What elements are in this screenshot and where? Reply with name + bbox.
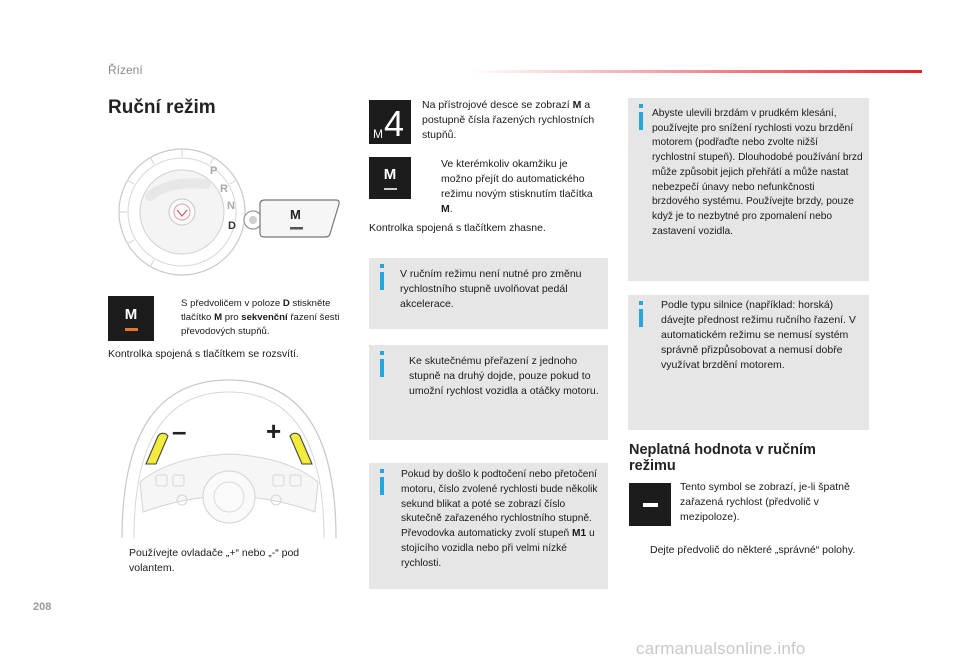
dash-icon <box>643 503 658 507</box>
display-description: Na přístrojové desce se zobrazí M a postupně čísla řazených rychlostních stupňů. <box>422 99 595 141</box>
paddle-minus[interactable] <box>146 433 168 464</box>
info-icon <box>639 104 643 108</box>
step-return-auto: Ve kterémkoliv okamžiku je možno přejít do automatického režimu novým stisknutím tlačítka M. <box>441 158 593 215</box>
m-indicator-lit <box>108 296 154 341</box>
step-correct-position: Dejte předvolič do některé „správné“ polohy. <box>650 544 856 556</box>
paddle-plus-label: + <box>266 416 282 446</box>
steering-wheel-illustration <box>110 372 348 538</box>
step-use-paddles: Používejte ovladače „+“ nebo „-“ pod volantem. <box>129 547 300 574</box>
display-icon-m: M <box>373 127 383 141</box>
m-indicator-letter: M <box>124 306 138 324</box>
section-header: Řízení <box>108 63 143 77</box>
info-icon <box>380 351 384 355</box>
page-number: 208 <box>33 601 52 613</box>
m-button-label: M <box>290 207 301 222</box>
info-icon-bar <box>380 359 384 377</box>
selector-label-n: N <box>227 200 235 212</box>
selector-label-r: R <box>220 183 228 195</box>
invalid-value-heading: Neplatná hodnota v ručním režimu <box>629 442 816 474</box>
selector-label-d: D <box>228 220 236 232</box>
info-icon <box>380 469 384 473</box>
paddle-minus-label: – <box>172 416 187 446</box>
m-button[interactable] <box>260 200 339 237</box>
selector-label-p: P <box>210 165 218 177</box>
step-select-m: S předvoličem v poloze D stiskněte tlačítko M pro sekvenční řazení šesti převodových stupňů. <box>181 298 340 337</box>
paddle-plus[interactable] <box>290 433 312 464</box>
invalid-value-description: Tento symbol se zobrazí, je-li špatně zařazená rychlost (předvolič v mezipoloze). <box>680 481 850 523</box>
info-box-accelerator <box>369 258 608 329</box>
instrument-display-m4-icon <box>369 100 411 144</box>
info-icon-bar <box>639 309 643 327</box>
info-icon <box>639 301 643 305</box>
info-icon-bar <box>380 272 384 290</box>
info-text: Podle typu silnice (například: horská) dávejte přednost režimu ručního řazení. V automatickém režimu se nemusí systém správně přizpůsobovat a nemusí dobře využívat brzdění motorem. <box>661 299 856 371</box>
indicator-bar-orange <box>125 328 138 331</box>
m-indicator-off <box>369 157 411 199</box>
page-title: Ruční režim <box>108 97 216 118</box>
info-icon <box>380 264 384 268</box>
info-icon-bar <box>380 477 384 495</box>
caption-indicator-off: Kontrolka spojená s tlačítkem zhasne. <box>369 222 546 234</box>
info-box-over-under-rev <box>369 463 608 589</box>
header-divider <box>470 70 922 73</box>
info-box-engine-braking <box>628 98 869 281</box>
info-text: Ke skutečnému přeřazení z jednoho stupně na druhý dojde, pouze pokud to umožní rychlost vozidla a otáčky motoru. <box>409 355 599 397</box>
display-icon-digit: 4 <box>384 103 405 144</box>
info-text: V ručním režimu není nutné pro změnu rychlostního stupně uvolňovat pedál akcelerace. <box>400 268 582 310</box>
info-box-mountain-road <box>628 295 869 430</box>
m-indicator-letter: M <box>383 165 397 183</box>
watermark: carmanualsonline.info <box>636 639 806 658</box>
info-box-shift-condition <box>369 345 608 440</box>
info-icon-bar <box>639 112 643 130</box>
indicator-bar-grey <box>384 188 397 191</box>
info-text: Pokud by došlo k podtočení nebo přetočení motoru, číslo zvolené rychlosti bude několik sekund blikat a poté se zobrazí číslo skutečně zařazeného rychlostního stupně. Převodovka automaticky zvolí stupeň M1 u stojícího vozidla nebo při velmi nízké rychlosti. <box>401 469 598 569</box>
caption-indicator-on: Kontrolka spojená s tlačítkem se rozsvítí. <box>108 348 299 360</box>
gear-selector-illustration <box>110 140 345 290</box>
invalid-gear-icon <box>629 483 671 526</box>
info-text: Abyste ulevili brzdám v prudkém klesání, používejte pro snížení rychlosti vozu brzdění motorem (podřaďte nebo zvolte nižší rychlostní stupeň). Dlouhodobé používání brzd může způsobit jejich přehřátí a může nastat nebezpečí únavy nebo nefunkčnosti brzdového systému. Používejte brzdy, pouze když je to nezbytné pro zpomalení nebo zastavení vozidla. <box>652 108 863 237</box>
